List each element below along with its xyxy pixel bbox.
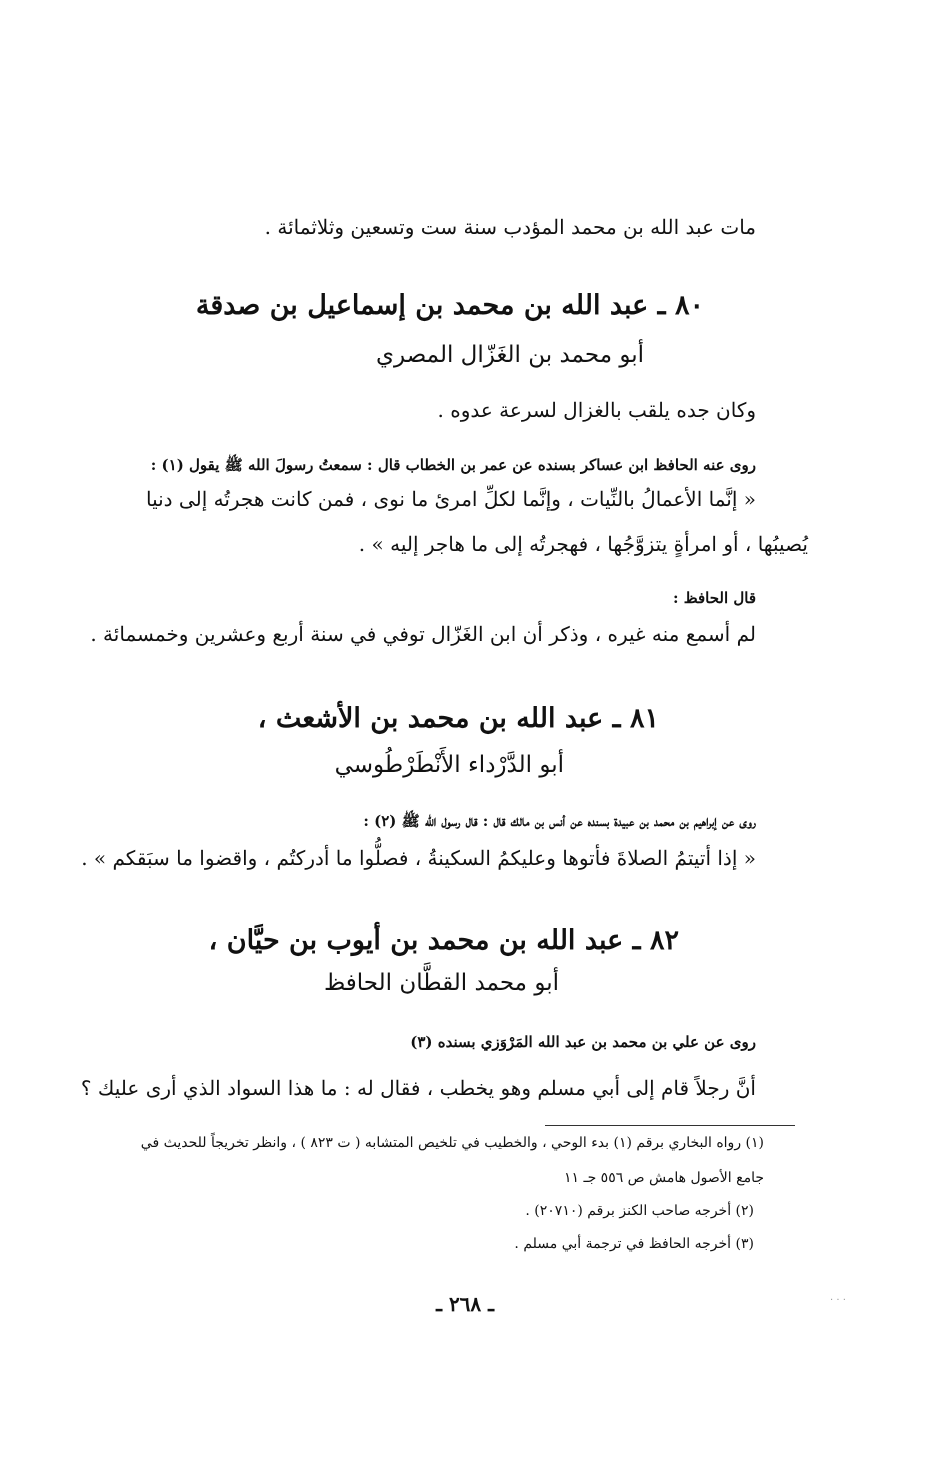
entry-80-hadith-line-2: يُصيبُها ، أو امرأةٍ يتزوَّجُها ، فهجرتُه إلى ما هاجر إليه » . — [358, 532, 808, 556]
entry-81-heading: ٨١ ـ عبد الله بن محمد بن الأشعث ، — [257, 703, 659, 734]
entry-80-subheading: أبو محمد بن الغَزّال المصري — [376, 342, 644, 368]
entry-80-note: وكان جده يلقب بالغزال لسرعة عدوه . — [437, 398, 756, 422]
entry-81-hadith: « إذا أتيتمُ الصلاةَ فأتوها وعليكمُ السكينةُ ، فصلُّوا ما أدركتُم ، واقضوا ما سبَقكم » . — [81, 846, 756, 870]
entry-80-hadith-line-1: « إنَّما الأعمالُ بالنِّيات ، وإنَّما لكلِّ امرئ ما نوى ، فمن كانت هجرتُه إلى دنيا — [145, 487, 756, 511]
footnote-separator — [545, 1125, 795, 1126]
footnote-2: (٢) أخرجه صاحب الكنز برقم (٢٠٧١٠) . — [525, 1203, 754, 1219]
intro-line: مات عبد الله بن محمد المؤدب سنة ست وتسعين وثلاثمائة . — [264, 215, 756, 239]
entry-82-subheading: أبو محمد القطَّان الحافظ — [323, 970, 559, 996]
footnote-1-line-1: (١) رواه البخاري برقم (١) بدء الوحي ، والخطيب في تلخيص المتشابه ( ت ٨٢٣ ) ، وانظر تخريجاً للحديث في — [140, 1135, 764, 1151]
scan-speck: · · · — [830, 1295, 846, 1306]
hafiz-label: قال الحافظ : — [672, 589, 756, 607]
entry-81-subheading: أبو الدَّرْداء الأَنْطَرْطُوسي — [334, 752, 564, 778]
footnote-3: (٣) أخرجه الحافظ في ترجمة أبي مسلم . — [514, 1236, 754, 1252]
entry-80-heading: ٨٠ ـ عبد الله بن محمد بن إسماعيل بن صدقة — [195, 290, 704, 321]
footnote-1-line-2: جامع الأصول هامش ص ٥٥٦ جـ ١١ — [563, 1170, 764, 1186]
entry-82-heading: ٨٢ ـ عبد الله بن محمد بن أيوب بن حيَّان ، — [208, 925, 679, 956]
hafiz-text: لم أسمع منه غيره ، وذكر أن ابن الغَزّال توفي في سنة أربع وعشرين وخمسمائة . — [90, 622, 756, 646]
entry-82-hadith: أنَّ رجلاً قام إلى أبي مسلم وهو يخطب ، فقال له : ما هذا السواد الذي أرى عليك ؟ — [80, 1076, 756, 1100]
entry-82-isnad: روى عن علي بن محمد بن عبد الله المَرْوَزي بسنده (٣) — [410, 1033, 756, 1051]
entry-80-isnad: روى عنه الحافظ ابن عساكر بسنده عن عمر بن الخطاب قال : سمعتُ رسولَ الله ﷺ يقول (١) : — [150, 456, 756, 474]
page-number: ـ ٢٦٨ ـ — [436, 1292, 494, 1316]
entry-81-isnad: روى عن إبراهيم بن محمد بن عبيدة بسنده عن أنس بن مالك قال : قال رسول الله ﷺ (٢) : — [363, 812, 756, 830]
